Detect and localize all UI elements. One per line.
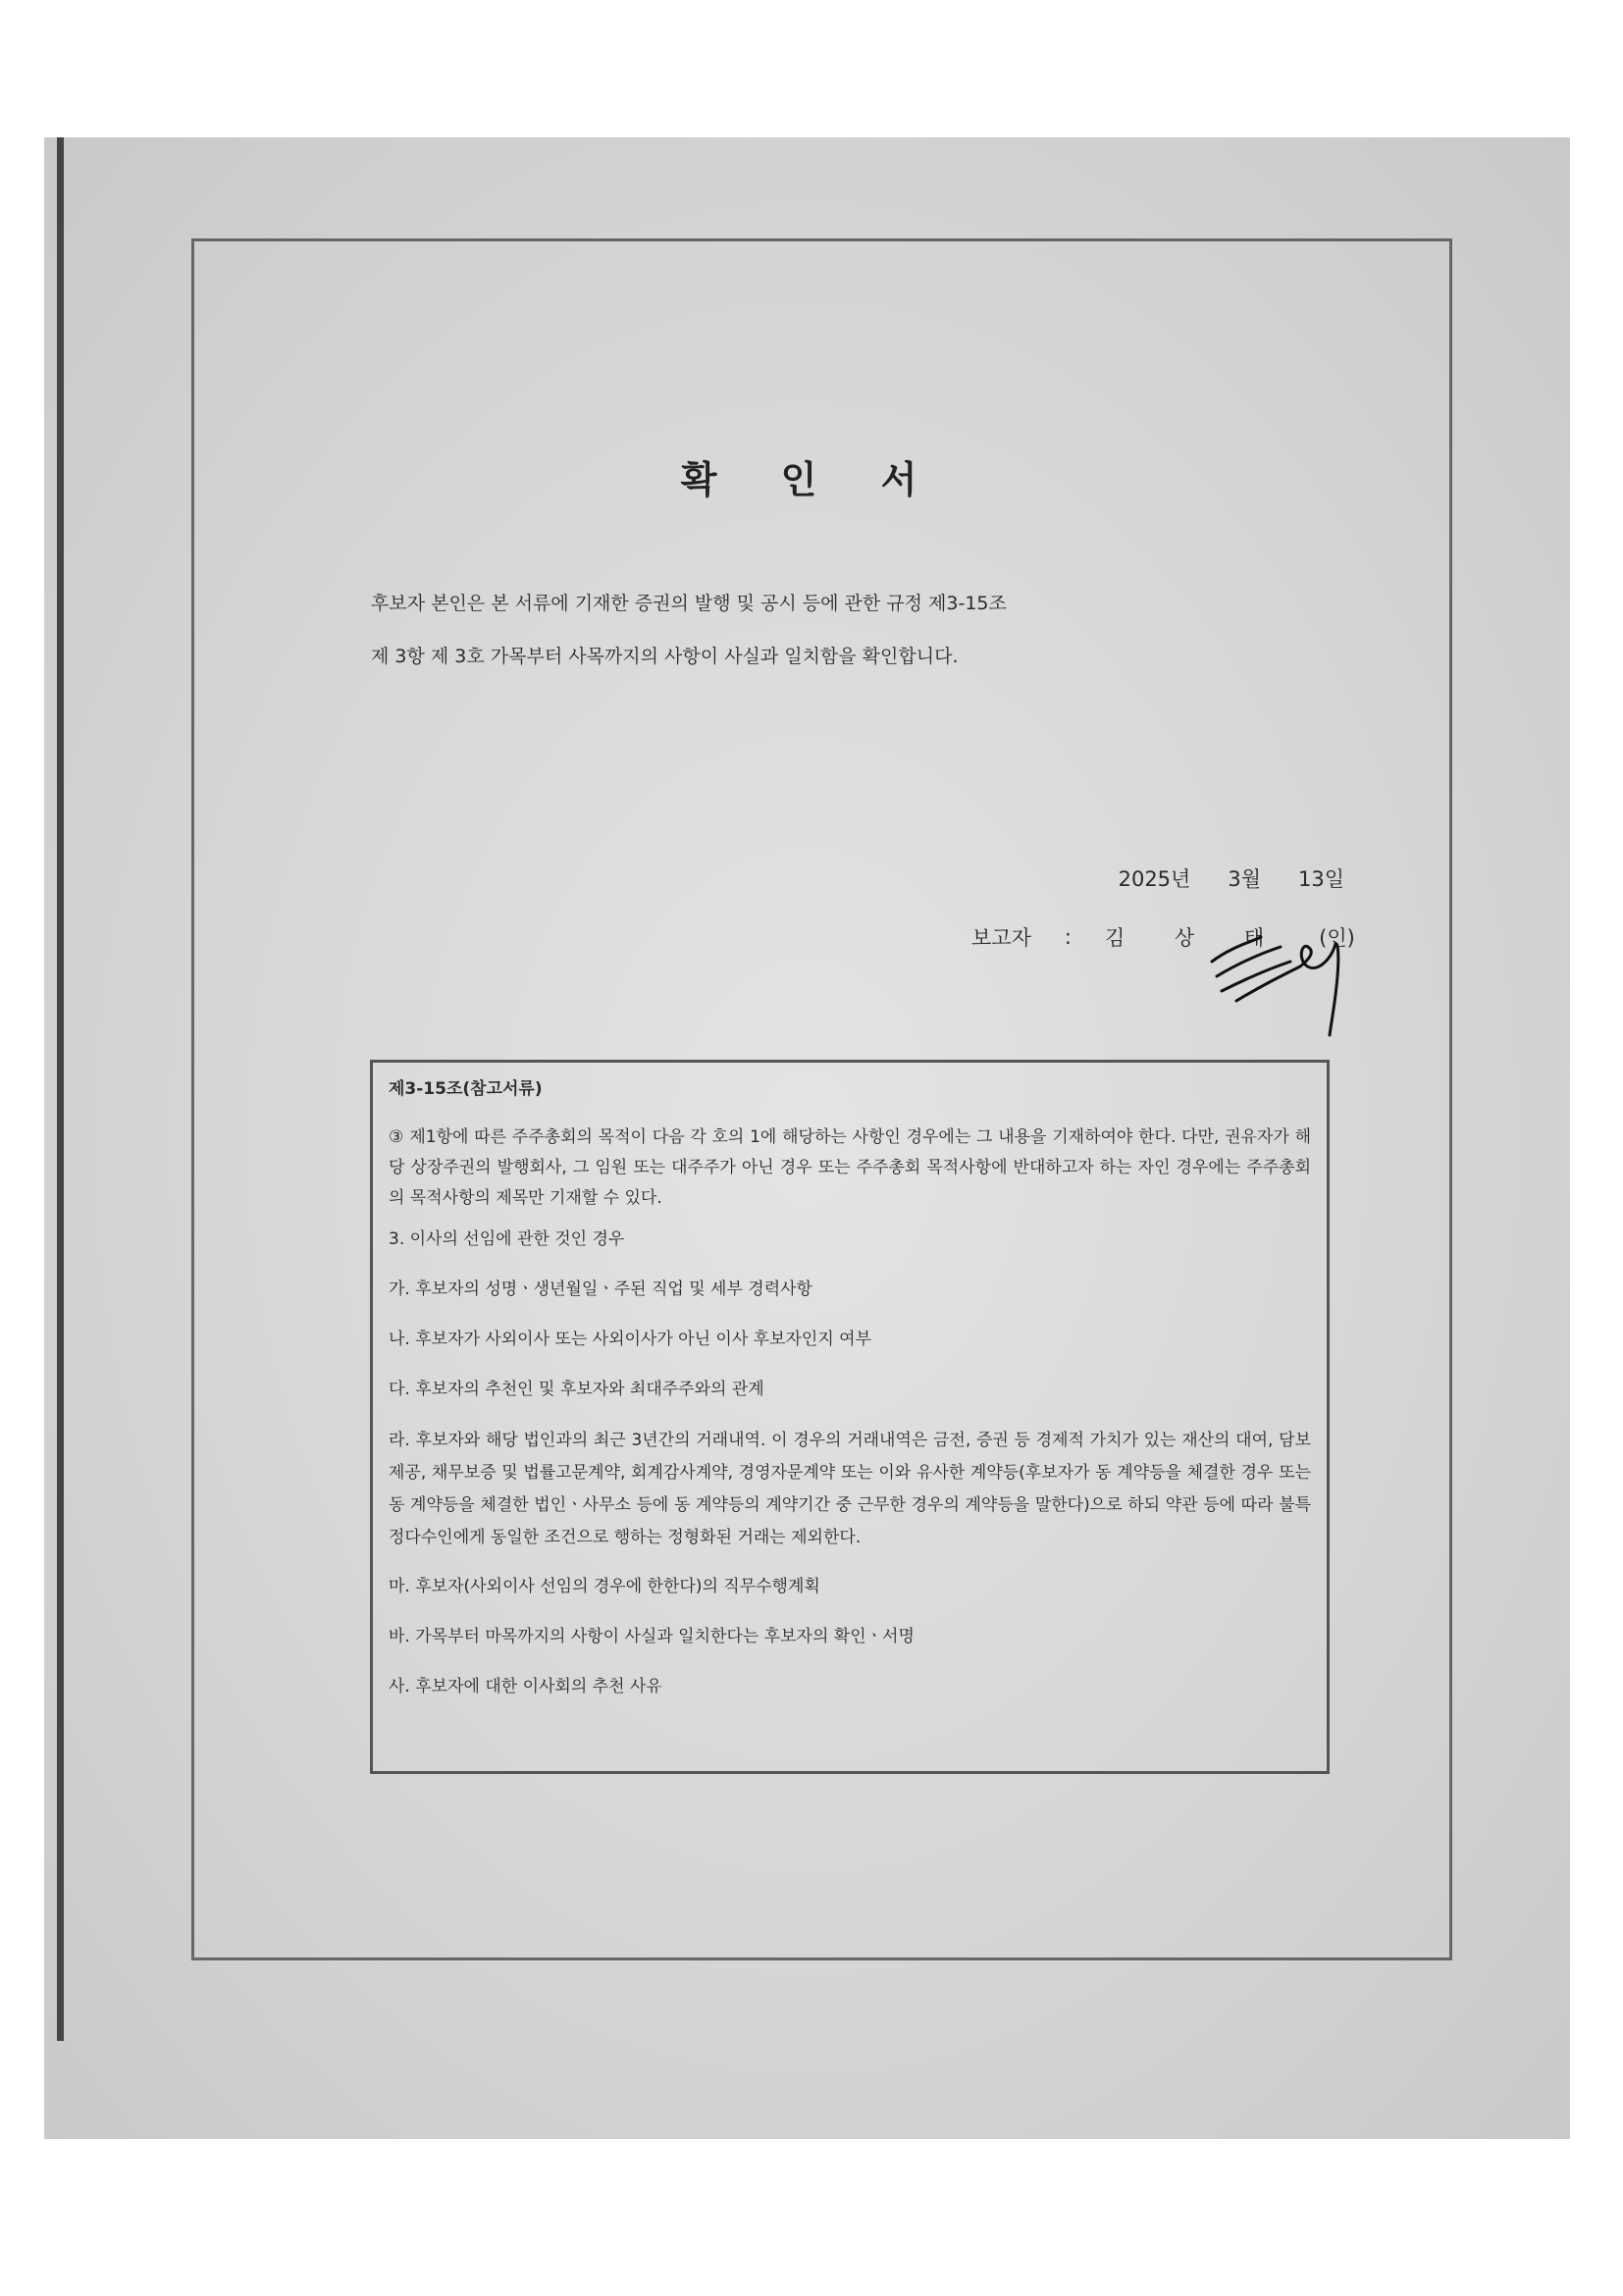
confirmation-line-1: 후보자 본인은 본 서류에 기재한 증권의 발행 및 공시 등에 관한 규정 제3-15조: [371, 593, 1007, 614]
reporter-seal: (인): [1319, 926, 1355, 950]
reference-clause: 3. 이사의 선임에 관한 것인 경우: [389, 1229, 625, 1249]
reference-item-ba: 바. 가목부터 마목까지의 사항이 사실과 일치한다는 후보자의 확인ㆍ서명: [389, 1627, 915, 1646]
reporter-name: 김 상 태: [1104, 926, 1286, 950]
reference-item-ga: 가. 후보자의 성명ㆍ생년월일ㆍ주된 직업 및 세부 경력사항: [389, 1279, 812, 1299]
reference-intro: ③ 제1항에 따른 주주총회의 목적이 다음 각 호의 1에 해당하는 사항인 경우에는 그 내용을 기재하여야 한다. 다만, 권유자가 해당 상장주권의 발행회사, 그 임원 또는 대주주가 아닌 경우 또는 주주총회 목적사항에 반대하고자 하는 자인 경우에는 주주총회의 목적사항의 제목만 기재할 수 있다.: [389, 1127, 1311, 1208]
date-year: 2025년: [1118, 867, 1191, 891]
reference-regulation-box: [370, 1060, 1330, 1774]
date-day: 13일: [1297, 867, 1344, 891]
reference-item-sa: 사. 후보자에 대한 이사회의 추천 사유: [389, 1677, 662, 1696]
confirmation-paragraph: [371, 577, 1352, 683]
reference-item-ma: 마. 후보자(사외이사 선임의 경우에 한한다)의 직무수행계획: [389, 1577, 820, 1596]
reporter-separator: :: [1064, 925, 1072, 949]
reporter-label: 보고자: [971, 926, 1031, 950]
reference-title: 제3-15조(참고서류): [389, 1079, 543, 1099]
date-month: 3월: [1228, 867, 1261, 891]
scan-shadow-edge: [57, 137, 64, 2041]
reference-item-na: 나. 후보자가 사외이사 또는 사외이사가 아닌 이사 후보자인지 여부: [389, 1330, 872, 1349]
confirmation-line-2: 제 3항 제 3호 가목부터 사목까지의 사항이 사실과 일치함을 확인합니다.: [371, 646, 959, 667]
handwritten-signature: [1192, 908, 1359, 1040]
document-title: 확 인 서: [680, 458, 943, 501]
reference-item-da: 다. 후보자의 추천인 및 후보자와 최대주주와의 관계: [389, 1380, 764, 1399]
reference-item-ra: 라. 후보자와 해당 법인과의 최근 3년간의 거래내역. 이 경우의 거래내역은 금전, 증권 등 경제적 가치가 있는 재산의 대여, 담보제공, 채무보증 및 법률고문계약, 회계감사계약, 경영자문계약 또는 이와 유사한 계약등(후보자가 동 계약등을 체결한 경우 또는 동 계약등을 체결한 법인ㆍ사무소 등에 동 계약등의 계약기간 중 근무한 경우의 계약등을 말한다)으로 하되 약관 등에 따라 불특정다수인에게 동일한 조건으로 행하는 정형화된 거래는 제외한다.: [389, 1431, 1311, 1547]
date-line: [1060, 863, 1344, 893]
